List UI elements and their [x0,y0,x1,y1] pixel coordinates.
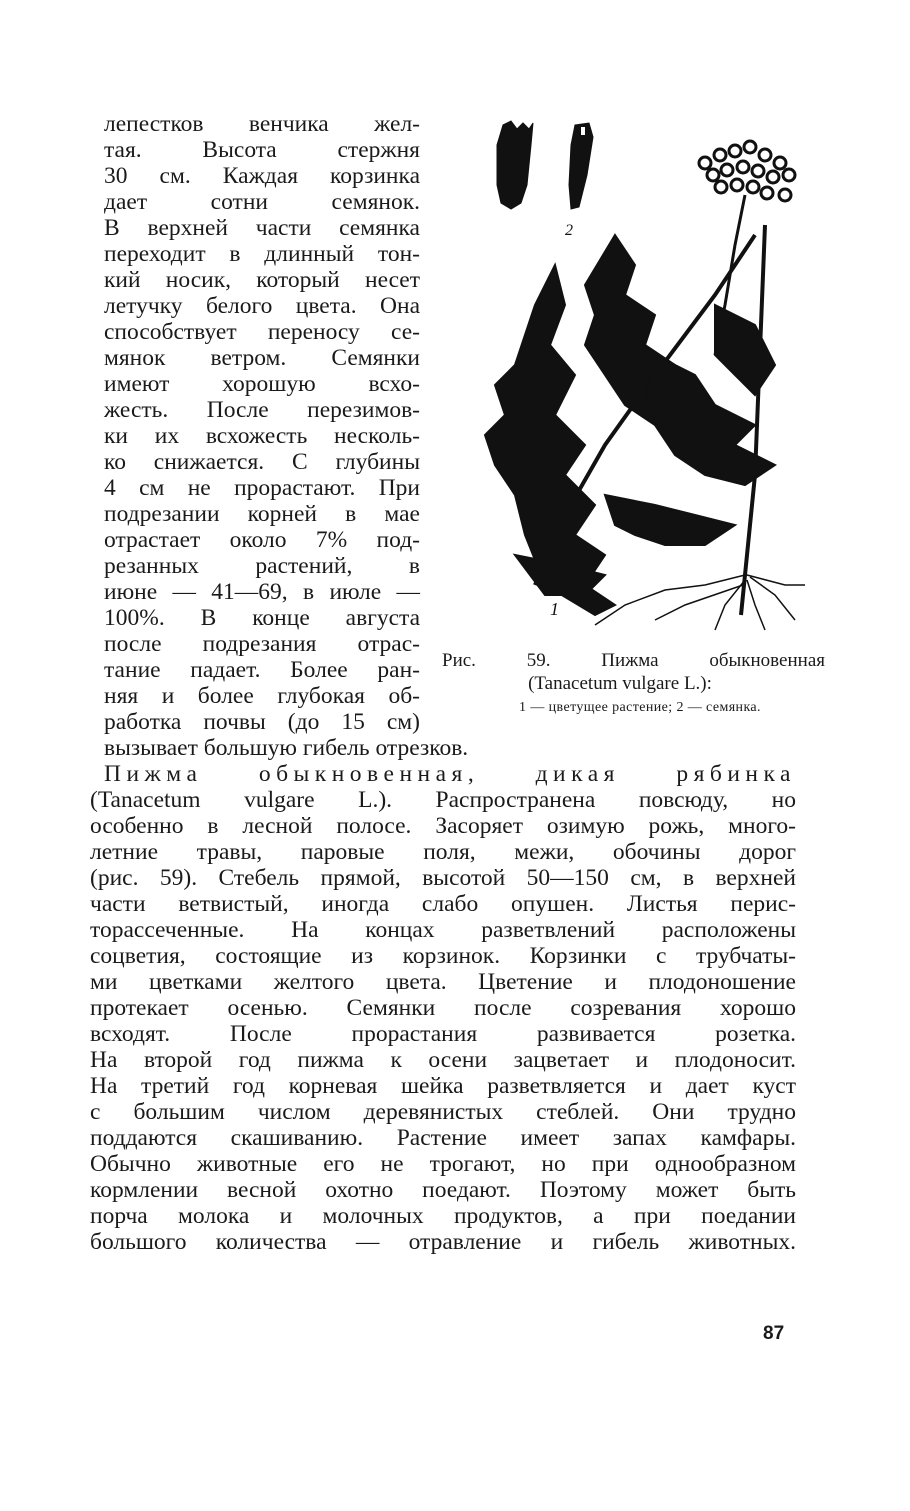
text-line: 30 см. Каждая корзинка [104,163,420,189]
figure-label-1: 1 [550,599,559,619]
text-line: (Tanacetum vulgare L.). Распространена повсюду, но [90,787,796,813]
figure-caption-legend: 1 — цветущее растение; 2 — семянка. [519,700,761,715]
figure-label-2: 2 [565,222,573,239]
text-line: резанных растений, в [104,553,420,579]
text-line: вызывает большую гибель отрезков. [104,735,469,761]
text-line: поддаются скашиванию. Растение имеет запах камфары. [90,1125,796,1151]
text-line: лепестков венчика жел- [104,111,420,137]
text-line: кий носик, который несет [104,267,420,293]
text-line: (рис. 59). Стебель прямой, высотой 50—150 см, в верхней [90,865,796,891]
text-line: В верхней части семянка [104,215,420,241]
text-line: большого количества — отравление и гибель животных. [90,1229,796,1255]
text-line: На третий год корневая шейка разветвляется и дает куст [90,1073,796,1099]
text-line: части ветвистый, иногда слабо опушен. Листья перис- [90,891,796,917]
figure-caption-latin: (Tanacetum vulgare L.): [528,673,712,694]
text-line: работка почвы (до 15 см) [104,709,420,735]
text-line: соцветия, состоящие из корзинок. Корзинки с трубчаты- [90,943,796,969]
text-line: июне — 41—69, в июле — [104,579,420,605]
text-line: жесть. После перезимов- [104,397,420,423]
text-line: летучку белого цвета. Она [104,293,420,319]
tansy-plant-illustration [455,115,815,635]
text-line: На второй год пижма к осени зацветает и плодоносит. [90,1047,796,1073]
text-line: имеют хорошую всхо- [104,371,420,397]
text-line: Обычно животные его не трогают, но при однообразном [90,1151,796,1177]
text-line: тая. Высота стержня [104,137,420,163]
text-line: ки их всхожесть несколь- [104,423,420,449]
text-line: порча молока и молочных продуктов, а при поедании [90,1203,796,1229]
text-line: ко снижается. С глубины [104,449,420,475]
text-line: торассеченные. На концах разветвлений расположены [90,917,796,943]
text-line: отрастает около 7% под- [104,527,420,553]
text-line: способствует переносу се- [104,319,420,345]
page-number: 87 [763,1323,785,1344]
text-line: особенно в лесной полосе. Засоряет озимую рожь, много- [90,813,796,839]
text-line: летние травы, паровые поля, межи, обочины дорог [90,839,796,865]
text-line: 100%. В конце августа [104,605,420,631]
text-line: кормлении весной охотно поедают. Поэтому может быть [90,1177,796,1203]
text-line: переходит в длинный тон- [104,241,420,267]
text-line: всходят. После прорастания развивается розетка. [90,1021,796,1047]
text-line: протекает осенью. Семянки после созревания хорошо [90,995,796,1021]
text-line: с большим числом деревянистых стеблей. Они трудно [90,1099,796,1125]
text-line: после подрезания отрас- [104,631,420,657]
text-line: тание падает. Более ран- [104,657,420,683]
text-line: 4 см не прорастают. При [104,475,420,501]
text-line: ми цветками желтого цвета. Цветение и плодоношение [90,969,796,995]
species-heading: Пижма обыкновенная, дикая рябинка [104,761,796,787]
text-line: мянок ветром. Семянки [104,345,420,371]
text-line: няя и более глубокая об- [104,683,420,709]
figure-caption-title: Рис. 59. Пижма обыкновенная [442,650,825,671]
text-line: подрезании корней в мае [104,501,420,527]
text-line: дает сотни семянок. [104,189,420,215]
